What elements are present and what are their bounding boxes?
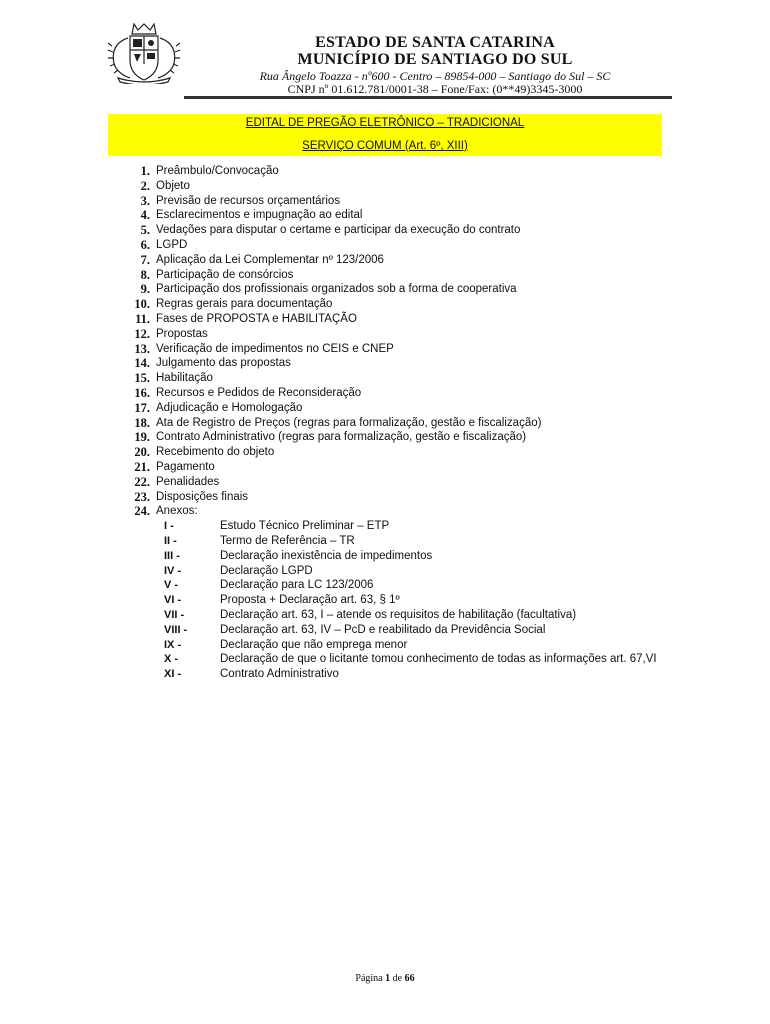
toc-item: [128, 342, 688, 357]
annex-item: [128, 549, 688, 564]
annex-item-number: III -: [164, 549, 180, 562]
toc-item-number: 9.: [140, 282, 150, 297]
annex-item: [128, 519, 688, 534]
annex-item-number: VIII -: [164, 623, 188, 636]
of-label: de: [392, 973, 403, 984]
annex-item-text: Termo de Referência – TR: [220, 534, 355, 547]
table-of-contents: [128, 164, 688, 682]
toc-item-number: 8.: [140, 267, 150, 282]
page-number: 1: [385, 973, 391, 984]
toc-item-text: Verificação de impedimentos no CEIS e CNEP: [156, 342, 394, 355]
toc-item-number: 23.: [134, 489, 150, 504]
toc-item-number: 4.: [140, 208, 150, 223]
address: Rua Ângelo Toazza - nº600 - Centro – 89854-000 – Santiago do Sul – SC: [259, 69, 611, 83]
annex-item: [128, 564, 688, 579]
toc-item-number: 10.: [134, 297, 150, 312]
toc-item: [128, 223, 688, 238]
toc-item-number: 22.: [134, 474, 150, 489]
page-total: 66: [404, 973, 415, 984]
annex-item: [128, 578, 688, 593]
annex-item-number: I -: [164, 520, 174, 533]
toc-item: [128, 297, 688, 312]
annex-item: [128, 638, 688, 653]
annex-item-number: X -: [164, 653, 179, 666]
toc-item-text: LGPD: [156, 238, 188, 251]
annex-item-text: Declaração que não emprega menor: [220, 638, 408, 651]
toc-item-text: Participação dos profissionais organizados sob a forma de cooperativa: [156, 283, 517, 296]
annex-item: [128, 667, 688, 682]
toc-item-number: 11.: [135, 311, 150, 326]
toc-item-number: 7.: [140, 252, 150, 267]
annex-item-number: IV -: [164, 564, 182, 577]
document-title: EDITAL DE PREGÃO ELETRÔNICO – TRADICIONAL: [245, 117, 525, 129]
toc-item: [128, 327, 688, 342]
toc-item-text: Disposições finais: [156, 490, 249, 503]
annex-item-number: IX -: [164, 638, 182, 651]
municipality-name: MUNICÍPIO DE SANTIAGO DO SUL: [297, 51, 573, 68]
toc-item-number: 1.: [140, 164, 150, 178]
title-banner: [108, 114, 662, 156]
toc-item: [128, 401, 688, 416]
annex-item-text: Contrato Administrativo: [220, 668, 339, 681]
annex-item-text: Declaração LGPD: [220, 564, 313, 577]
toc-item-number: 13.: [134, 341, 150, 356]
toc-item: [128, 238, 688, 253]
annex-item: [128, 534, 688, 549]
toc-item-text: Fases de PROPOSTA e HABILITAÇÃO: [156, 312, 357, 325]
municipal-coat-of-arms-icon: [104, 20, 184, 84]
annex-item-text: Estudo Técnico Preliminar – ETP: [220, 520, 390, 533]
toc-item: [128, 475, 688, 490]
toc-item-number: 16.: [134, 385, 150, 400]
toc-item: [128, 445, 688, 460]
toc-item: [128, 386, 688, 401]
toc-item-text: Regras gerais para documentação: [156, 298, 333, 311]
toc-item-text: Contrato Administrativo (regras para formalização, gestão e fiscalização): [156, 431, 527, 444]
annex-item: [128, 593, 688, 608]
toc-item-number: 14.: [134, 356, 150, 371]
annex-item-text: Declaração de que o licitante tomou conhecimento de todas as informações art. 67,VI: [220, 653, 657, 666]
annex-item-number: VII -: [164, 608, 185, 621]
toc-item-number: 6.: [140, 237, 150, 252]
toc-item-text: Adjudicação e Homologação: [156, 401, 303, 414]
toc-item-text: Penalidades: [156, 475, 220, 488]
toc-item-text: Preâmbulo/Convocação: [156, 165, 279, 177]
toc-item: [128, 179, 688, 194]
toc-item-number: 21.: [134, 459, 150, 474]
toc-item-number: 20.: [134, 445, 150, 460]
annex-item-text: Declaração art. 63, IV – PcD e reabilitado da Previdência Social: [220, 623, 546, 636]
toc-item-text: Aplicação da Lei Complementar nº 123/2006: [156, 253, 384, 266]
annex-item-text: Declaração inexistência de impedimentos: [220, 549, 433, 562]
toc-item: [128, 356, 688, 371]
toc-item-number: 18.: [134, 415, 150, 430]
toc-item-text: Pagamento: [156, 460, 215, 473]
header-divider: [184, 96, 672, 99]
toc-item: [128, 371, 688, 386]
cnpj-contact: CNPJ nº 01.612.781/0001-38 – Fone/Fax: (0**49)3345-3000: [287, 82, 583, 96]
page-footer: [0, 973, 770, 984]
toc-item-text: Participação de consórcios: [156, 268, 294, 281]
toc-item: [128, 430, 688, 445]
annex-item: [128, 623, 688, 638]
toc-item-number: 17.: [134, 400, 150, 415]
state-name: ESTADO DE SANTA CATARINA: [315, 34, 555, 51]
toc-item: [128, 416, 688, 431]
toc-item-number: 12.: [134, 326, 150, 341]
toc-item: [128, 208, 688, 223]
page-label: Página: [355, 973, 383, 984]
toc-item-number: 24.: [134, 504, 150, 519]
toc-item-text: Habilitação: [156, 372, 213, 385]
toc-item-text: Recursos e Pedidos de Reconsideração: [156, 386, 362, 399]
toc-item-text: Propostas: [156, 327, 208, 340]
letterhead: [0, 0, 770, 100]
toc-item: [128, 268, 688, 283]
toc-item-text: Objeto: [156, 179, 190, 192]
annex-item-text: Declaração art. 63, I – atende os requisitos de habilitação (facultativa): [220, 608, 577, 621]
toc-item-text: Previsão de recursos orçamentários: [156, 194, 341, 207]
document-subtitle: SERVIÇO COMUM (Art. 6º, XIII): [302, 140, 468, 152]
annex-item-number: VI -: [164, 594, 182, 607]
annex-item: [128, 608, 688, 623]
annex-item-text: Declaração para LC 123/2006: [220, 579, 374, 592]
toc-item-text: Julgamento das propostas: [156, 357, 291, 370]
toc-item: [128, 460, 688, 475]
toc-item: [128, 253, 688, 268]
toc-item-number: 15.: [134, 371, 150, 386]
annex-item-number: XI -: [164, 668, 182, 681]
toc-item-text: Recebimento do objeto: [156, 446, 275, 459]
toc-item-number: 2.: [140, 178, 150, 193]
toc-item-text: Ata de Registro de Preços (regras para formalização, gestão e fiscalização): [156, 416, 542, 429]
toc-item-number: 19.: [134, 430, 150, 445]
toc-item: [128, 164, 688, 179]
toc-item: [128, 504, 688, 519]
toc-item-number: 3.: [140, 193, 150, 208]
annex-item: [128, 652, 688, 667]
annex-item-number: II -: [164, 534, 177, 547]
toc-item: [128, 490, 688, 505]
toc-item-text: Anexos:: [156, 505, 198, 518]
toc-item: [128, 312, 688, 327]
annex-item-number: V -: [164, 579, 179, 592]
toc-item-number: 5.: [140, 223, 150, 238]
toc-item: [128, 282, 688, 297]
toc-item-text: Vedações para disputar o certame e participar da execução do contrato: [156, 224, 521, 237]
annex-item-text: Proposta + Declaração art. 63, § 1º: [220, 594, 400, 607]
toc-item-text: Esclarecimentos e impugnação ao edital: [156, 209, 363, 222]
toc-item: [128, 194, 688, 209]
